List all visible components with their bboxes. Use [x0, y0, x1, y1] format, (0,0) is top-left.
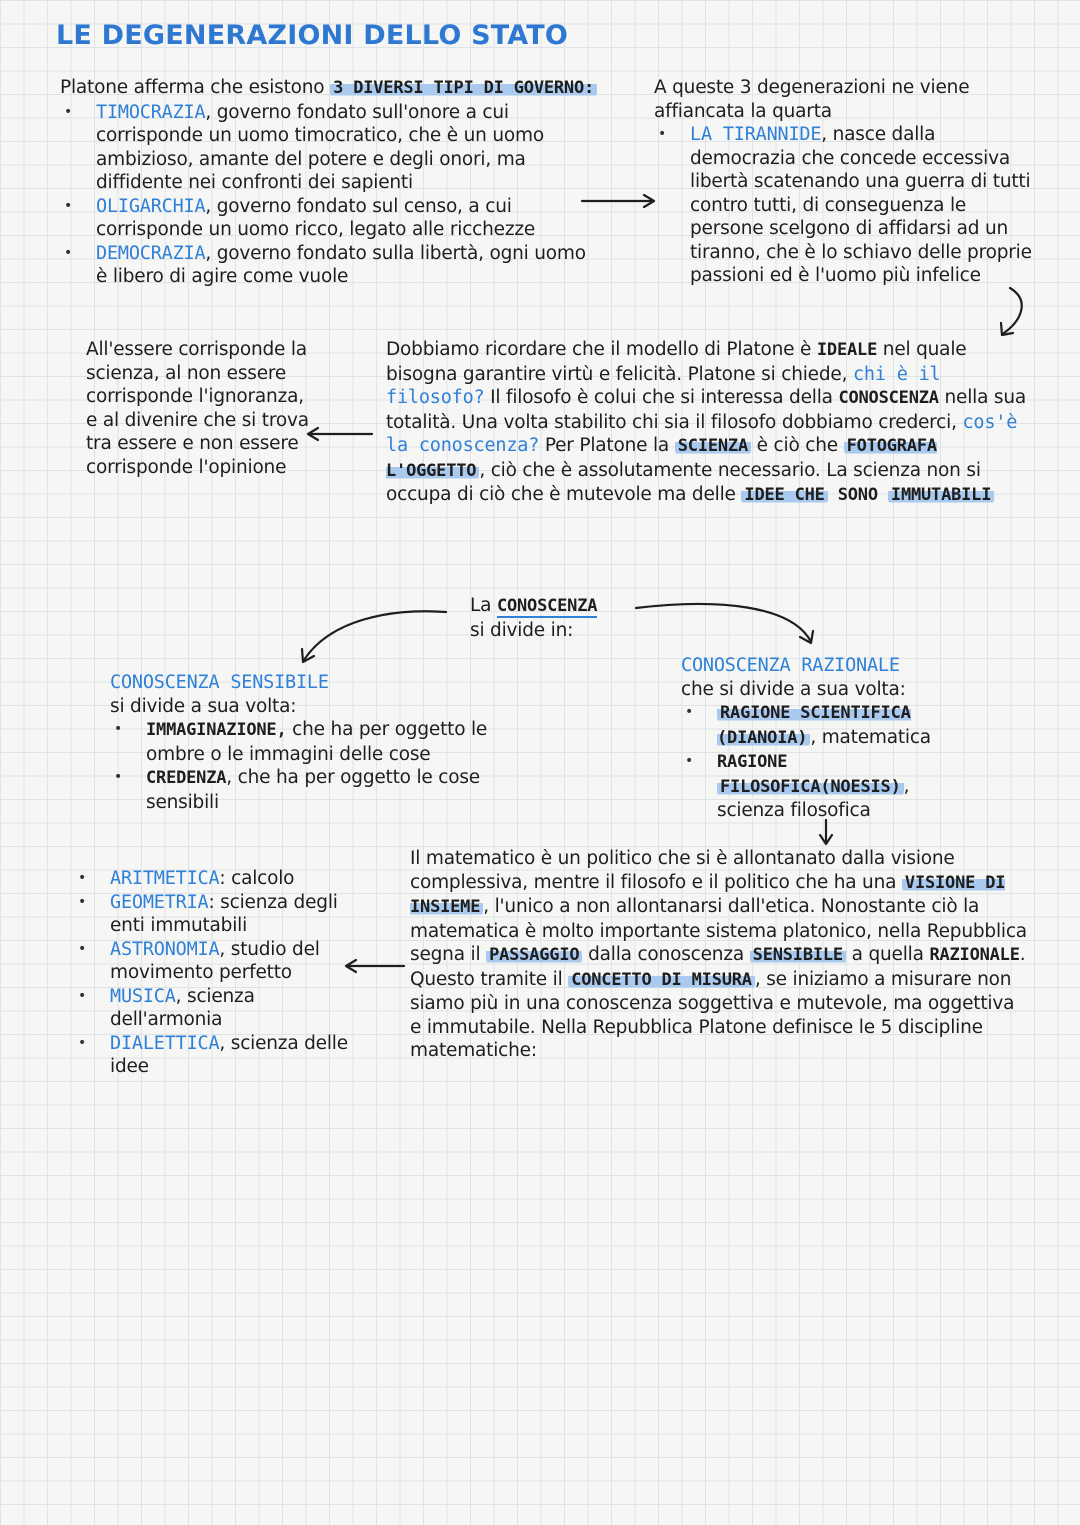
- term-ragione: RAGIONE: [717, 752, 788, 772]
- tirannide-intro: A queste 3 degenerazioni ne viene affiancata la quarta: [654, 77, 970, 122]
- term-sensibile: SENSIBILE: [750, 945, 846, 965]
- arrow-down-icon: [820, 820, 832, 844]
- center-la: La: [470, 595, 497, 616]
- desc-aritmetica: : calcolo: [219, 868, 295, 889]
- matematico-text-3: dalla conoscenza: [582, 944, 750, 965]
- desc-tirannide: , nasce dalla democrazia che concede eccessiva libertà scatenando una guerra di tutti contro tutti, di conseguenza le persone scelgono di affidarsi ad un tiranno, che è lo schiavo delle proprie passioni ed è l'uomo più infelice: [690, 124, 1032, 286]
- desc-astronomia: , studio del movimento perfetto: [110, 938, 320, 983]
- term-passaggio: PASSAGGIO: [486, 945, 582, 965]
- curved-arrow-left-down-icon: [302, 611, 446, 662]
- term-tirannide: LA TIRANNIDE: [690, 124, 822, 145]
- modello-text-5: Per Platone la: [539, 435, 675, 456]
- arrow-left-icon: [308, 428, 372, 440]
- curved-arrow-down-icon: [1001, 288, 1022, 335]
- modello-text-4: nella sua totalità. Una volta stabilito chi sia il filosofo dobbiamo crederci,: [386, 387, 1026, 433]
- term-idee: IDEE CHE: [741, 485, 827, 505]
- sensibile-heading: CONOSCENZA SENSIBILE: [110, 672, 329, 693]
- modello-text-1: Dobbiamo ricordare che il modello di Platone è: [386, 339, 817, 360]
- governo-intro-text: Platone afferma che esistono: [60, 77, 331, 98]
- matematico-text-6: , se iniziamo a misurare non siamo più in una conoscenza soggettiva e mutevole, ma oggettiva e immutabile. Nella Repubblica Platone definisce le 5 discipline matematiche:: [410, 968, 1015, 1061]
- desc-immaginazione: che ha per oggetto le ombre o le immagini delle cose: [146, 719, 488, 765]
- desc-timocrazia: , governo fondato sull'onore a cui corrisponde un uomo timocratico, che è un uomo ambizioso, amante del potere e degli onori, ma diffidente nei confronti dei sapienti: [96, 101, 544, 193]
- term-astronomia: ASTRONOMIA: [110, 938, 220, 960]
- arrow-left-icon-2: [346, 960, 404, 972]
- term-dialettica: DIALETTICA: [110, 1032, 220, 1054]
- question-filosofo: chi è il filosofo?: [386, 363, 941, 408]
- modello-text-7: , ciò che è assolutamente necessario. La scienza non si occupa di ciò che è mutevole ma delle: [386, 459, 981, 505]
- term-visione: VISIONE DI INSIEME: [410, 872, 1006, 917]
- term-democrazia: DEMOCRAZIA: [96, 242, 206, 264]
- term-scienza: SCIENZA: [675, 436, 751, 456]
- modello-text-2: nel quale bisogna garantire virtù e felicità. Platone si chiede,: [386, 339, 967, 385]
- term-immaginazione: IMMAGINAZIONE,: [146, 720, 287, 740]
- modello-text-3: Il filosofo è colui che si interessa della: [484, 387, 839, 408]
- term-immutabili: IMMUTABILI: [888, 485, 994, 505]
- curved-arrow-right-down-icon: [636, 604, 813, 643]
- term-razionale: RAZIONALE: [929, 945, 1020, 965]
- desc-credenza: , che ha per oggetto le cose sensibili: [146, 767, 480, 813]
- matematico-text-4: a quella: [845, 944, 930, 965]
- desc-geometria: : scienza degli enti immutabili: [110, 891, 338, 936]
- modello-text-6: è ciò che: [751, 435, 844, 456]
- desc-oligarchia: , governo fondato sul censo, a cui corrisponde un uomo ricco, legato alle ricchezze: [96, 195, 536, 240]
- desc-noesis: , scienza filosofica: [717, 775, 910, 821]
- desc-musica: , scienza dell'armonia: [110, 985, 255, 1030]
- razionale-sub: che si divide a sua volta:: [681, 678, 906, 700]
- term-aritmetica: ARITMETICA: [110, 868, 220, 889]
- term-conoscenza: CONOSCENZA: [838, 388, 939, 408]
- essere-note: All'essere corrisponde la scienza, al non essere corrisponde l'ignoranza, e al divenire che si trova tra essere e non essere corrisponde l'opinione: [86, 339, 309, 478]
- term-fotografa: FOTOGRAFA L'OGGETTO: [386, 436, 937, 481]
- term-credenza: CREDENZA: [146, 768, 227, 788]
- page-title: LE DEGENERAZIONI DELLO STATO: [56, 20, 569, 51]
- desc-democrazia: , governo fondato sulla libertà, ogni uomo è libero di agire come vuole: [96, 242, 586, 287]
- matematico-text-5: . Questo tramite il: [410, 944, 1026, 990]
- term-timocrazia: TIMOCRAZIA: [96, 101, 206, 123]
- sensibile-sub: si divide a sua volta:: [110, 695, 297, 717]
- term-geometria: GEOMETRIA: [110, 891, 209, 913]
- razionale-heading: CONOSCENZA RAZIONALE: [681, 655, 900, 676]
- term-dianoia: RAGIONE SCIENTIFICA (DIANOIA): [717, 703, 911, 748]
- center-conoscenza: CONOSCENZA: [496, 596, 598, 616]
- desc-dialettica: , scienza delle idee: [110, 1032, 348, 1077]
- term-misura: CONCETTO DI MISURA: [568, 970, 755, 990]
- term-musica: MUSICA: [110, 985, 176, 1007]
- question-conoscenza: cos'è la conoscenza?: [386, 411, 1018, 456]
- modello-text-8: SONO: [827, 485, 888, 505]
- center-si-divide: si divide in:: [470, 619, 574, 641]
- term-noesis: FILOSOFICA(NOESIS): [717, 777, 904, 797]
- matematico-text-2: , l'unico a non allontanarsi dall'etica. Nonostante ciò la matematica è molto importante sistema platonico, nella Repubblica segna il: [410, 896, 1027, 965]
- matematico-text-1: Il matematico è un politico che si è allontanato dalla visione complessiva, mentre il filosofo e il politico che ha una: [410, 848, 955, 893]
- term-oligarchia: OLIGARCHIA: [96, 195, 206, 217]
- desc-dianoia: , matematica: [810, 726, 931, 748]
- governo-intro-highlight: 3 DIVERSI TIPI DI GOVERNO:: [330, 78, 597, 98]
- arrow-right-icon: [582, 195, 654, 207]
- term-ideale: IDEALE: [816, 340, 878, 360]
